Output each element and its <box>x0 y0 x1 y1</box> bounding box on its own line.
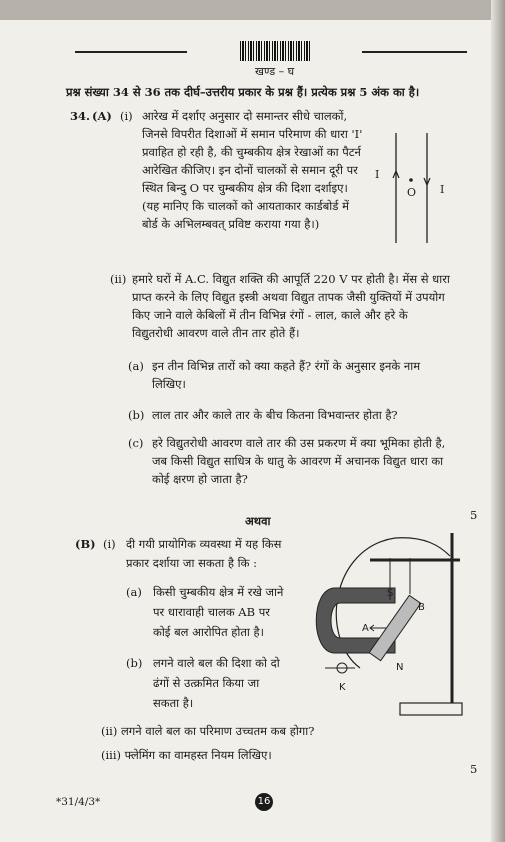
a-ii-line: किए जाने वाले केबिलों में तीन विभिन्न रंगों - लाल, काले और हरे के <box>132 308 408 322</box>
sub-b-line: लाल तार और काले तार के बीच कितना विभवान्तर होता है? <box>152 408 398 422</box>
header-rule-left <box>75 51 187 53</box>
b-a-label: (a) <box>126 585 142 599</box>
label-a: A <box>362 623 369 634</box>
part-a-i-label: (i) <box>120 109 133 123</box>
marks-b: 5 <box>470 762 478 776</box>
part-b-label: (B) <box>75 537 96 551</box>
part-a-ii-label: (ii) <box>110 272 127 286</box>
sub-b-label: (b) <box>128 408 145 422</box>
sub-a-label: (a) <box>128 359 144 373</box>
section-instruction: प्रश्न संख्या 34 से 36 तक दीर्घ–उत्तरीय प्रकार के प्रश्न हैं। प्रत्येक प्रश्न 5 अंक का है। <box>66 85 420 99</box>
part-b-i-label: (i) <box>103 537 116 551</box>
a-ii-line: प्राप्त करने के लिए विद्युत इस्त्री अथवा विद्युत तापक जैसी युक्तियों में उपयोग <box>132 290 445 304</box>
a-i-line: प्रवाहित हो रही है, की चुम्बकीय क्षेत्र रेखाओं का पैटर्न <box>142 145 361 159</box>
a-i-line: आरेखित कीजिए। इन दोनों चालकों से समान दूरी पर <box>142 163 358 177</box>
b-b-label: (b) <box>126 656 143 670</box>
point-o-dot <box>409 178 413 182</box>
marks-a: 5 <box>470 508 478 522</box>
page-right-shadow <box>491 0 505 842</box>
a-i-line: बोर्ड के अभिलम्बवत् प्रविष्ट कराया गया है।) <box>142 217 320 231</box>
label-k: K <box>339 682 346 693</box>
sub-a-line: इन तीन विभिन्न तारों को क्या कहते हैं? रंगों के अनुसार इनके नाम <box>152 359 421 373</box>
label-b: B <box>418 602 425 613</box>
b-i-line: दी गयी प्रायोगिक व्यवस्था में यह किस <box>126 537 282 551</box>
a-ii-line: हमारे घरों में A.C. विद्युत शक्ति की आपूर्ति 220 V पर होती है। मेंस से धारा <box>132 272 450 286</box>
section-title: खण्ड – घ <box>255 65 295 78</box>
b-i-line: प्रकार दर्शाया जा सकता है कि : <box>126 556 257 570</box>
a-i-line: स्थित बिन्दु O पर चुम्बकीय क्षेत्र की दिशा दर्शाइए। <box>142 181 348 195</box>
b-b-line: सकता है। <box>153 696 194 710</box>
a-i-line: आरेख में दर्शाए अनुसार दो समान्तर सीधे चालकों, <box>142 109 348 123</box>
a-i-line: जिनसे विपरीत दिशाओं में समान परिमाण की धारा 'I' <box>142 127 363 141</box>
part-a-label: (A) <box>92 109 112 123</box>
stand-base <box>400 703 462 715</box>
a-ii-line: विद्युतरोधी आवरण वाले तीन तार होते हैं। <box>132 326 300 340</box>
fig1-left-label: I <box>375 168 380 181</box>
sub-c-line: कोई क्षरण हो जाता है? <box>152 472 248 486</box>
fig1-point-label: O <box>407 186 417 199</box>
b-iii-line: (iii) फ्लेमिंग का वामहस्त नियम लिखिए। <box>101 748 272 762</box>
b-ii-line: (ii) लगने वाले बल का परिमाण उच्चतम कब होगा? <box>101 724 315 738</box>
sub-a-line: लिखिए। <box>152 377 186 391</box>
b-b-line: ढंगों से उत्क्रमित किया जा <box>153 676 260 690</box>
paper-code: *31/4/3* <box>56 796 101 808</box>
fig1-right-label: I <box>440 183 445 196</box>
label-s: S <box>387 588 394 599</box>
a-i-line: (यह मानिए कि चालकों को आयताकार कार्डबोर्ड में <box>142 199 349 213</box>
b-a-line: किसी चुम्बकीय क्षेत्र में रखे जाने <box>153 585 284 599</box>
or-separator: अथवा <box>245 514 271 528</box>
question-number: 34. <box>70 109 91 123</box>
apparatus-figure <box>300 528 475 723</box>
b-b-line: लगने वाले बल की दिशा को दो <box>153 656 280 670</box>
page-top-shadow <box>0 0 505 20</box>
sub-c-label: (c) <box>128 436 144 450</box>
parallel-conductors-figure <box>365 128 475 248</box>
header-rule-right <box>362 51 467 53</box>
label-n: N <box>396 662 404 673</box>
barcode-graphic <box>240 41 310 61</box>
page-number: 16 <box>255 793 273 811</box>
sub-c-line: जब किसी विद्युत साधित्र के धातु के आवरण में अचानक विद्युत धारा का <box>152 454 444 468</box>
b-a-line: कोई बल आरोपित होता है। <box>153 625 265 639</box>
sub-c-line: हरे विद्युतरोधी आवरण वाले तार की उस प्रकरण में क्या भूमिका होती है, <box>152 436 446 450</box>
b-a-line: पर धारावाही चालक AB पर <box>153 605 270 619</box>
circuit-wire-top <box>395 538 450 556</box>
